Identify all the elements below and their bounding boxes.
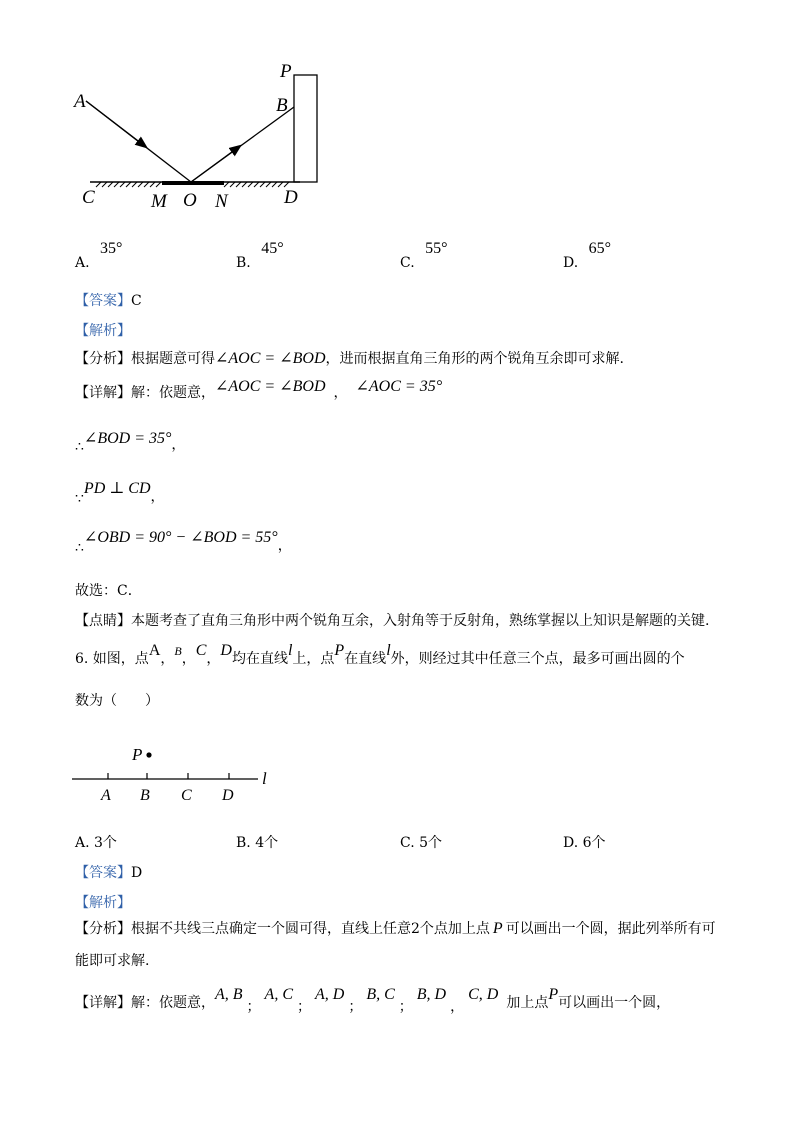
q6-fenxi-tag: 【分析】 — [75, 921, 131, 937]
q6-option-d-value: 6个 — [582, 835, 606, 851]
dianjing-text: 本题考查了直角三角形中两个锐角互余，入射角等于反射角，熟练掌握以上知识是解题的关键. — [131, 613, 710, 629]
because-symbol: ∵ — [75, 491, 84, 507]
q5-option-c-value: 55° — [425, 240, 448, 257]
pair-sep-3: ； — [348, 999, 363, 1015]
q6-option-a-letter: A. — [75, 835, 90, 851]
q5-dianjing — [75, 610, 709, 630]
q6-fenxi-p: P — [492, 920, 503, 937]
pair-ac: A, C — [264, 986, 293, 1003]
xiangjie-text: 解：依题意， — [131, 385, 215, 401]
q6-xiangjie-p: P — [548, 986, 559, 1003]
therefore-symbol: ∴ — [75, 439, 84, 455]
q5-option-d — [563, 240, 612, 271]
q5-option-a-value: 35° — [100, 240, 123, 257]
step2-end: ， — [150, 489, 165, 505]
q6-xiangjie — [75, 984, 671, 1015]
q6-xiangjie-tag: 【详解】 — [75, 995, 131, 1011]
pair-ad: A, D — [315, 986, 345, 1003]
incident-arrow — [86, 101, 146, 147]
q5-option-a — [75, 240, 123, 271]
label-C: C — [82, 187, 95, 208]
q6-xiangjie-text: 解：依题意， — [131, 995, 215, 1011]
q6-point-d: D — [220, 642, 232, 659]
q6-option-d-letter: D. — [563, 835, 579, 851]
q6-xiangjie-b: 加上点 — [506, 995, 549, 1011]
q5-answer — [75, 290, 142, 310]
label-O: O — [183, 190, 197, 211]
q6-stem-line-1 — [75, 640, 685, 667]
q6-text-4: 外，则经过其中任意三个点，最多可画出圆的个 — [390, 651, 685, 667]
pair-ab: A, B — [215, 986, 243, 1003]
q5-option-b-letter: B. — [236, 255, 251, 271]
q5-option-c — [400, 240, 448, 271]
q6-answer-tag: 【答案】 — [75, 865, 131, 881]
fenxi-tag: 【分析】 — [75, 351, 131, 367]
q6-point-b: B — [174, 644, 182, 658]
q5-step-2 — [75, 478, 165, 507]
pair-sep-1: ； — [246, 999, 261, 1015]
q5-option-b-value: 45° — [261, 240, 284, 257]
reflection-figure — [70, 55, 330, 215]
step2-math: PD ⊥ CD — [83, 480, 151, 497]
q6-option-d — [563, 832, 606, 852]
q5-step-1 — [75, 428, 186, 455]
point-p-dot — [146, 752, 151, 757]
fenxi-math: ∠AOC = ∠BOD — [215, 350, 326, 367]
q5-option-d-letter: D. — [563, 255, 579, 271]
label-P: P — [280, 61, 292, 82]
step3-end: ， — [277, 538, 292, 554]
q6-fenxi-text-b: 可以画出一个圆，据此列举所有可 — [505, 921, 716, 937]
q6-analysis-heading: 【解析】 — [75, 895, 131, 911]
fig2-label-P: P — [132, 745, 143, 764]
q5-analysis-heading: 【解析】 — [75, 323, 131, 339]
q6-stem-line-2: 数为（ ） — [75, 693, 159, 709]
q6-fenxi-line-2: 能即可求解. — [75, 953, 150, 969]
q6-text-1: 均在直线 — [231, 651, 288, 667]
mirror-mn — [162, 181, 224, 185]
pair-bd: B, D — [416, 986, 447, 1003]
fig2-label-A: A — [101, 787, 111, 804]
dianjing-tag: 【点睛】 — [75, 613, 131, 629]
fig2-label-C: C — [181, 787, 192, 804]
label-M: M — [151, 191, 167, 212]
answer-tag: 【答案】 — [75, 293, 131, 309]
q6-option-a — [75, 832, 117, 852]
q6-option-b — [236, 832, 278, 852]
fig2-label-D: D — [222, 787, 234, 804]
q6-line-l-2: l — [386, 642, 391, 659]
q6-option-b-letter: B. — [236, 835, 251, 851]
q6-sep-2: ， — [181, 651, 196, 667]
q5-xiangjie — [75, 376, 443, 401]
pair-sep-4: ； — [398, 999, 413, 1015]
label-B: B — [276, 95, 288, 116]
step1-math: ∠BOD = 35° — [83, 430, 172, 447]
fenxi-text-a: 根据题意可得 — [131, 351, 215, 367]
fig2-label-B: B — [140, 787, 150, 804]
q6-sep-3: ， — [206, 651, 221, 667]
q6-sep-1: ， — [160, 651, 175, 667]
label-D: D — [284, 187, 298, 208]
q6-option-c-value: 5个 — [419, 835, 443, 851]
xiangjie-math-2: ∠AOC = 35° — [355, 378, 443, 395]
pair-sep-2: ； — [297, 999, 311, 1015]
answer-value: C — [131, 293, 142, 309]
q6-option-a-value: 3个 — [94, 835, 117, 851]
q5-option-d-value: 65° — [588, 240, 612, 257]
xiangjie-tag: 【详解】 — [75, 385, 131, 401]
pair-cd: C, D — [468, 986, 499, 1003]
pair-sep-5: ， — [450, 999, 465, 1015]
q6-text-3: 在直线 — [344, 651, 387, 667]
q5-fenxi — [75, 348, 624, 368]
xiangjie-comma: ， — [333, 385, 348, 401]
q6-fenxi — [75, 918, 716, 938]
fig2-label-l: l — [262, 769, 267, 788]
q6-number: 6. 如图，点 — [75, 651, 149, 667]
q6-fenxi-text-a: 根据不共线三点确定一个圆可得，直线上任意2个点加上点 — [131, 921, 490, 937]
q6-answer — [75, 862, 142, 882]
step1-end: ， — [171, 437, 186, 453]
q5-option-b — [236, 240, 284, 271]
q5-option-c-letter: C. — [400, 255, 415, 271]
q5-step-3 — [75, 527, 292, 556]
points-line-figure — [68, 740, 288, 810]
label-A: A — [74, 91, 86, 112]
q6-answer-value: D — [131, 865, 143, 881]
q6-option-b-value: 4个 — [255, 835, 279, 851]
q5-choose: 故选：C． — [75, 583, 142, 599]
q6-text-2: 上，点 — [292, 651, 335, 667]
q6-point-p: P — [334, 642, 345, 659]
q6-line-l-1: l — [287, 642, 293, 659]
q6-xiangjie-c: 可以画出一个圆， — [558, 995, 671, 1011]
fenxi-text-b: ，进而根据直角三角形的两个锐角互余即可求解. — [325, 351, 624, 367]
pair-bc: B, C — [366, 986, 395, 1003]
step3-math: ∠OBD = 90° − ∠BOD = 55° — [83, 529, 278, 546]
label-N: N — [215, 191, 228, 212]
q6-option-c — [400, 832, 442, 852]
q6-point-a: A — [148, 642, 161, 659]
reflected-arrow — [191, 146, 240, 182]
wall-pd — [294, 75, 317, 182]
therefore-symbol-2: ∴ — [75, 540, 84, 556]
q6-option-c-letter: C. — [400, 835, 415, 851]
q6-point-c: C — [195, 642, 207, 659]
q5-option-a-letter: A. — [75, 255, 90, 271]
xiangjie-math-1: ∠AOC = ∠BOD — [215, 378, 326, 395]
